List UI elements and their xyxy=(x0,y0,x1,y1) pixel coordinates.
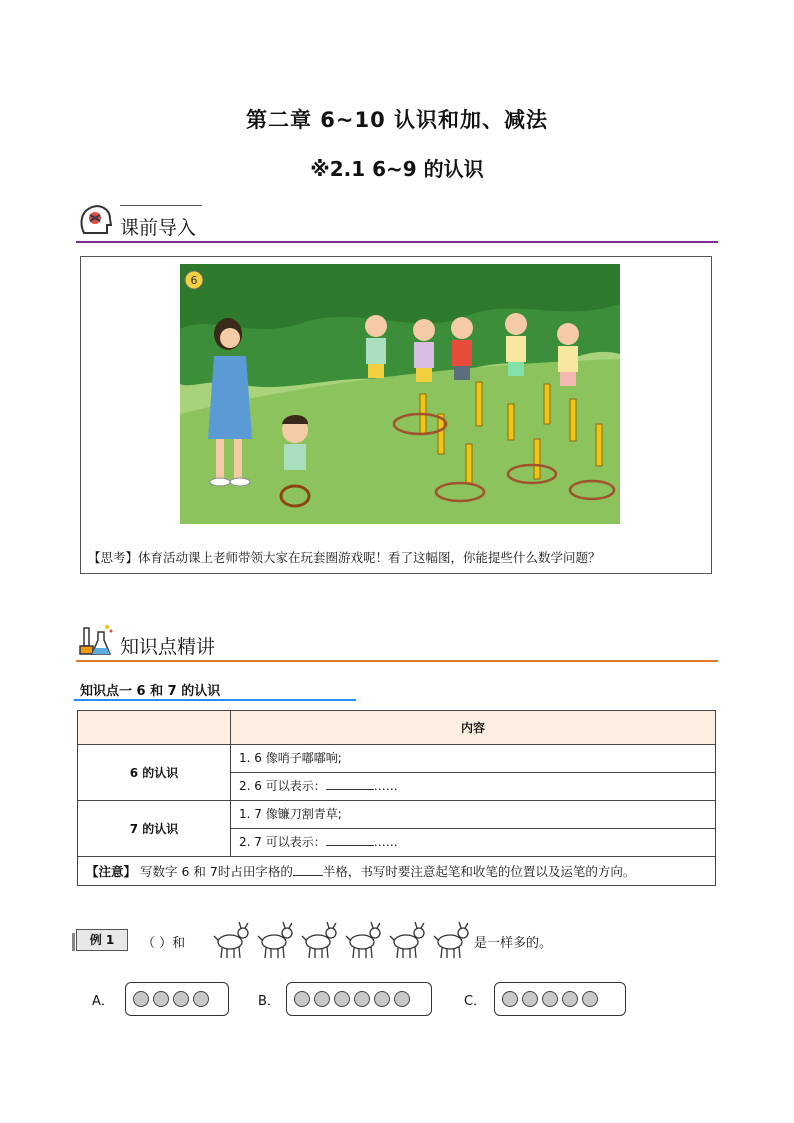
goat-icon xyxy=(432,920,472,960)
row-label-6: 6 的认识 xyxy=(78,745,231,801)
circle-icon xyxy=(173,991,189,1007)
option-a-letter: A． xyxy=(92,994,114,1009)
row6-line1: 1. 6 像哨子嘟嘟响; xyxy=(231,745,716,773)
ring-toss-illustration xyxy=(180,264,620,524)
think-prompt xyxy=(88,548,601,566)
example-suffix: 是一样多的。 xyxy=(474,936,553,951)
goat-icon xyxy=(388,920,428,960)
table-header-row xyxy=(78,711,716,745)
think-text: 体育活动课上老师带领大家在玩套圈游戏呢！看了这幅图，你能提些什么数学问题？ xyxy=(138,550,601,565)
section-title: ※2.1 6~9 的认识 xyxy=(310,157,484,181)
row7-line2: 2. 7 可以表示： …… xyxy=(231,829,716,857)
knowledge-section-header xyxy=(76,622,718,662)
circle-icon xyxy=(133,991,149,1007)
circle-icon xyxy=(562,991,578,1007)
row6-line2: 2. 6 可以表示： …… xyxy=(231,773,716,801)
head-brain-icon xyxy=(78,203,112,241)
circle-icon xyxy=(294,991,310,1007)
circle-icon xyxy=(394,991,410,1007)
fill-blank[interactable] xyxy=(326,777,374,790)
table-header-content: 内容 xyxy=(231,711,716,745)
note-text: 【注意】 写数字 6 和 7时占田字格的 半格，书写时要注意起笔和收笔的位置以及运笔的方向。 xyxy=(78,857,716,886)
fill-blank[interactable] xyxy=(293,863,323,876)
picture-badge: 6 xyxy=(190,274,198,287)
option-a-box[interactable] xyxy=(125,982,229,1016)
flask-icon xyxy=(76,622,114,660)
knowledge-heading: 知识点精讲 xyxy=(120,636,216,658)
circle-icon xyxy=(354,991,370,1007)
example-paren: （ ）和 xyxy=(142,936,186,951)
goat-icon xyxy=(344,920,384,960)
table-row xyxy=(78,801,716,829)
think-tag: 【思考】 xyxy=(88,550,139,565)
circle-icon xyxy=(542,991,558,1007)
knowledge-table xyxy=(77,710,716,886)
circle-icon xyxy=(193,991,209,1007)
circle-icon xyxy=(153,991,169,1007)
circle-icon xyxy=(522,991,538,1007)
table-note-row xyxy=(78,857,716,886)
table-row xyxy=(78,745,716,773)
circle-icon xyxy=(502,991,518,1007)
option-b-box[interactable] xyxy=(286,982,432,1016)
animal-row xyxy=(212,920,472,960)
intro-heading: 课前导入 xyxy=(120,217,197,239)
knowledge-point-title: 知识点一 6 和 7 的认识 xyxy=(80,684,221,699)
row7-line1: 1. 7 像镰刀割青草; xyxy=(231,801,716,829)
fill-blank[interactable] xyxy=(326,833,374,846)
circle-icon xyxy=(334,991,350,1007)
goat-icon xyxy=(256,920,296,960)
circle-icon xyxy=(582,991,598,1007)
intro-section-header xyxy=(76,203,718,243)
circle-icon xyxy=(314,991,330,1007)
goat-icon xyxy=(300,920,340,960)
option-b-letter: B． xyxy=(258,994,280,1009)
option-c-box[interactable] xyxy=(494,982,626,1016)
circle-icon xyxy=(374,991,390,1007)
goat-icon xyxy=(212,920,252,960)
option-c-letter: C． xyxy=(464,994,487,1009)
knowledge-point-underline xyxy=(74,699,356,701)
example-badge: 例 1 xyxy=(76,929,128,951)
chapter-title: 第二章 6~10 认识和加、减法 xyxy=(245,108,549,132)
row-label-7: 7 的认识 xyxy=(78,801,231,857)
